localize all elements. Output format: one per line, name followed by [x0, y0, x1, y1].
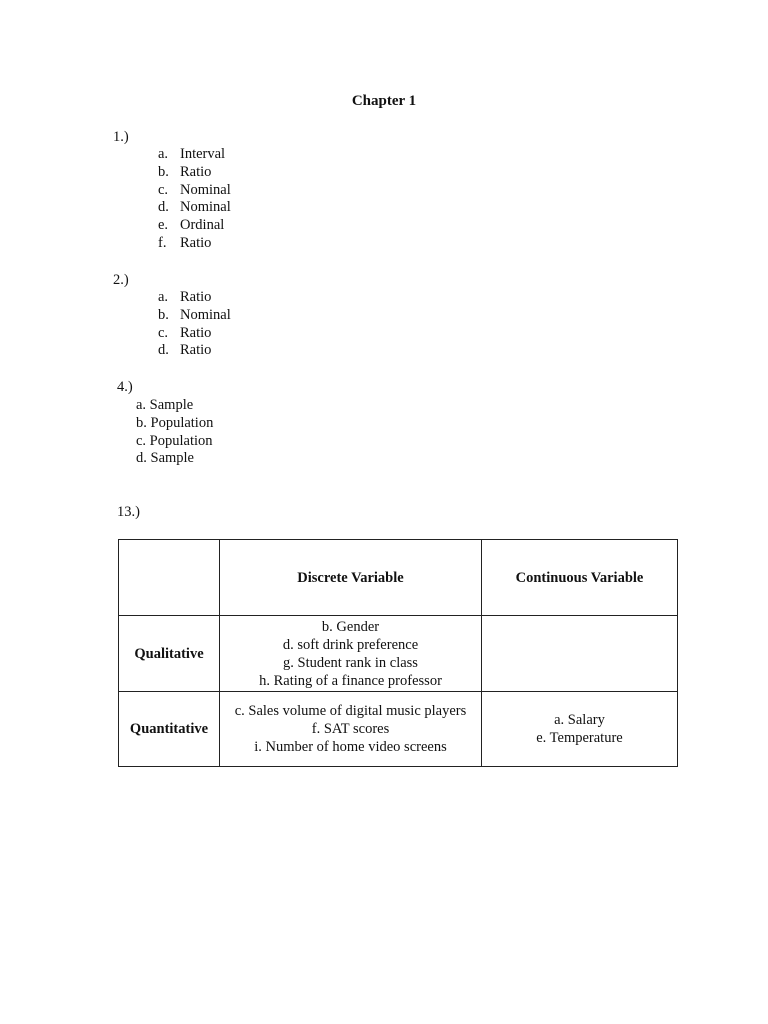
question-1-answers	[158, 146, 231, 253]
quantitative-discrete-cell	[220, 692, 482, 767]
cell-item: b. Gender	[321, 618, 380, 635]
list-item: d. Sample	[136, 450, 194, 467]
qualitative-row-label: Qualitative	[119, 616, 220, 692]
list-item: a. Interval	[158, 146, 226, 162]
continuous-variable-header: Continuous Variable	[482, 540, 678, 616]
cell-item: g. Student rank in class	[283, 654, 418, 671]
list-item: b. Nominal	[158, 306, 231, 323]
question-4-answers	[136, 397, 213, 468]
discrete-variable-header: Discrete Variable	[220, 540, 482, 616]
question-1-label: 1.)	[113, 129, 129, 145]
cell-item: i. Number of home video screens	[254, 739, 447, 755]
qualitative-discrete-cell	[220, 616, 482, 692]
list-item: e. Ordinal	[158, 217, 225, 234]
cell-item: h. Rating of a finance professor	[259, 672, 442, 689]
variable-classification-table	[118, 539, 678, 767]
list-item: a. Ratio	[158, 289, 212, 305]
cell-item: f. SAT scores	[311, 721, 390, 737]
table-row	[119, 692, 678, 767]
table-row	[119, 616, 678, 692]
table-corner-cell	[119, 540, 220, 616]
cell-item: d. soft drink preference	[282, 636, 419, 653]
list-item: c. Ratio	[158, 324, 212, 341]
cell-item: a. Salary	[554, 712, 605, 728]
quantitative-row-label: Quantitative	[119, 692, 220, 767]
list-item: d. Nominal	[158, 199, 231, 216]
table-header-row	[119, 540, 678, 616]
qualitative-continuous-cell	[482, 616, 678, 692]
page-title: Chapter 1	[351, 93, 417, 109]
question-2-answers	[158, 289, 231, 360]
question-2-label: 2.)	[113, 272, 129, 288]
list-item: f. Ratio	[158, 234, 212, 251]
list-item: c. Nominal	[158, 181, 231, 198]
list-item: b. Ratio	[158, 163, 212, 180]
list-item: b. Population	[136, 414, 214, 431]
list-item: d. Ratio	[158, 342, 212, 359]
list-item: c. Population	[136, 432, 213, 449]
question-4-label: 4.)	[117, 379, 133, 395]
cell-item: c. Sales volume of digital music players	[234, 703, 467, 719]
list-item: a. Sample	[136, 397, 194, 413]
cell-item: e. Temperature	[536, 730, 623, 746]
question-13-label: 13.)	[117, 504, 140, 520]
quantitative-continuous-cell	[482, 692, 678, 767]
